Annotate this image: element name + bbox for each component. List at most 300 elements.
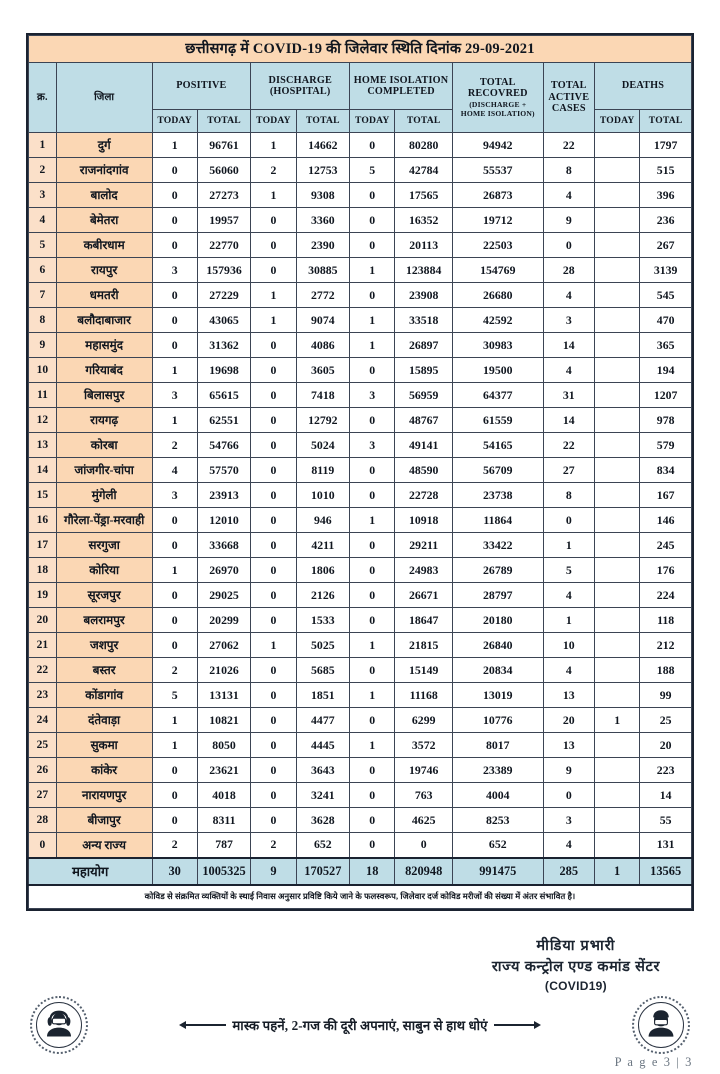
row-cell: 0 [350,483,395,508]
table-row [29,458,692,483]
row-cell: 0 [350,458,395,483]
row-cell: 0 [251,433,296,458]
table-row [29,433,692,458]
row-cell: 0 [152,333,197,358]
row-cell: 3 [543,308,594,333]
row-cell: 0 [251,333,296,358]
row-cell [595,233,640,258]
row-cell: 3360 [296,208,350,233]
grand-total-cell: 820948 [395,858,453,885]
grand-total-cell: 30 [152,858,197,885]
row-cell: 19698 [197,358,251,383]
row-cell: 42592 [453,308,544,333]
row-cell: 9074 [296,308,350,333]
row-cell: 0 [350,358,395,383]
row-cell: 65615 [197,383,251,408]
row-cell: 0 [152,233,197,258]
row-cell: 0 [251,733,296,758]
row-cell: 3 [152,258,197,283]
row-cell: 2 [251,833,296,858]
row-cell: 0 [251,258,296,283]
row-cell: 22503 [453,233,544,258]
row-cell: 396 [640,183,692,208]
row-cell: 0 [350,608,395,633]
col-header-deaths-today: TODAY [595,110,640,133]
row-cell: 0 [251,458,296,483]
row-district-name: मुंगेली [56,483,152,508]
row-cell: 31362 [197,333,251,358]
row-cell: 4004 [453,783,544,808]
row-cell: 20113 [395,233,453,258]
row-cell: 2 [152,433,197,458]
table-row [29,833,692,858]
row-cell: 0 [251,483,296,508]
row-cell: 0 [251,383,296,408]
row-cell: 0 [152,533,197,558]
row-cell: 94942 [453,133,544,158]
row-cell: 0 [350,708,395,733]
row-cell: 8311 [197,808,251,833]
row-cell: 470 [640,308,692,333]
row-cell: 29025 [197,583,251,608]
grand-total-cell: 170527 [296,858,350,885]
col-header-home-isolation [350,63,453,110]
row-cell: 1 [251,633,296,658]
row-cell: 0 [152,283,197,308]
row-cell [595,358,640,383]
page-footer [0,935,720,1074]
row-cell: 31 [543,383,594,408]
row-cell: 1 [251,308,296,333]
row-district-name: कोरिया [56,558,152,583]
row-cell: 0 [251,608,296,633]
table-row [29,708,692,733]
row-cell [595,633,640,658]
row-cell: 167 [640,483,692,508]
table-row [29,258,692,283]
grand-total-cell: 13565 [640,858,692,885]
table-row [29,483,692,508]
row-cell: 118 [640,608,692,633]
row-cell: 9 [543,758,594,783]
row-cell: 0 [350,808,395,833]
table-row [29,683,692,708]
row-cell: 0 [350,133,395,158]
row-cell: 0 [350,183,395,208]
row-cell: 0 [251,758,296,783]
col-header-discharge-line1: DISCHARGE [268,74,332,86]
row-cell: 0 [152,183,197,208]
row-district-name: जशपुर [56,633,152,658]
row-district-name: कबीरधाम [56,233,152,258]
row-cell: 14662 [296,133,350,158]
row-cell: 1851 [296,683,350,708]
row-cell: 56959 [395,383,453,408]
col-header-positive-total: TOTAL [197,110,251,133]
table-row [29,283,692,308]
row-cell: 26873 [453,183,544,208]
table-row [29,158,692,183]
row-cell: 3643 [296,758,350,783]
row-district-name: रायपुर [56,258,152,283]
row-serial: 23 [29,683,57,708]
row-cell: 3241 [296,783,350,808]
row-cell: 2 [251,158,296,183]
row-cell [595,733,640,758]
row-cell: 0 [152,158,197,183]
row-cell: 224 [640,583,692,608]
row-cell: 13 [543,733,594,758]
row-cell: 3 [543,808,594,833]
row-cell: 3 [350,433,395,458]
table-row [29,308,692,333]
row-cell: 0 [350,758,395,783]
row-cell: 11864 [453,508,544,533]
row-cell: 946 [296,508,350,533]
row-serial: 25 [29,733,57,758]
row-cell: 365 [640,333,692,358]
row-serial: 16 [29,508,57,533]
row-cell: 4 [543,833,594,858]
row-serial: 9 [29,333,57,358]
table-row [29,533,692,558]
awareness-slogan-row [30,995,690,1055]
row-serial: 5 [29,233,57,258]
row-district-name: बेमेतरा [56,208,152,233]
row-cell [595,558,640,583]
row-cell: 12792 [296,408,350,433]
row-cell: 0 [350,833,395,858]
table-row [29,183,692,208]
row-cell: 1533 [296,608,350,633]
table-row [29,333,692,358]
row-cell: 28797 [453,583,544,608]
row-cell: 763 [395,783,453,808]
masked-man-icon-inner [638,1002,684,1048]
row-cell: 28 [543,258,594,283]
row-district-name: अन्य राज्य [56,833,152,858]
row-cell [595,483,640,508]
header-group-row [29,63,692,110]
grand-total-cell: 9 [251,858,296,885]
col-header-recovered-note1: (DISCHARGE + [469,99,527,109]
slogan-text: मास्क पहनें, 2-गज की दूरी अपनाएं, साबुन से हाथ धोएं [232,1018,488,1033]
row-cell: 8 [543,158,594,183]
row-district-name: सुकमा [56,733,152,758]
table-row [29,358,692,383]
row-district-name: कांकेर [56,758,152,783]
row-cell: 49141 [395,433,453,458]
row-serial: 8 [29,308,57,333]
row-cell: 8119 [296,458,350,483]
row-cell: 20 [543,708,594,733]
row-cell: 12753 [296,158,350,183]
col-header-discharge [251,63,350,110]
row-cell: 23389 [453,758,544,783]
row-cell: 3605 [296,358,350,383]
row-cell: 42784 [395,158,453,183]
row-cell: 3628 [296,808,350,833]
row-cell: 1 [350,508,395,533]
row-cell [595,408,640,433]
row-cell [595,583,640,608]
table-row [29,408,692,433]
row-cell: 1 [350,633,395,658]
row-cell: 4018 [197,783,251,808]
row-cell: 0 [350,233,395,258]
row-cell: 3139 [640,258,692,283]
row-cell [595,133,640,158]
arrow-left-icon [179,1021,226,1029]
row-serial: 21 [29,633,57,658]
row-cell: 3 [350,383,395,408]
row-cell: 1010 [296,483,350,508]
row-cell: 33422 [453,533,544,558]
row-district-name: नारायणपुर [56,783,152,808]
row-cell: 0 [251,358,296,383]
row-cell: 4 [543,283,594,308]
grand-total-label: महायोग [29,858,153,885]
row-cell: 13019 [453,683,544,708]
row-cell: 0 [395,833,453,858]
col-header-recovered-line1: TOTAL [479,76,516,88]
row-cell: 0 [543,233,594,258]
row-cell: 16352 [395,208,453,233]
slogan-middle [88,1016,632,1034]
row-cell: 30885 [296,258,350,283]
row-cell: 20299 [197,608,251,633]
row-cell: 4211 [296,533,350,558]
row-cell: 23738 [453,483,544,508]
row-serial: 19 [29,583,57,608]
row-cell: 13131 [197,683,251,708]
col-header-positive: POSITIVE [152,63,251,110]
row-cell: 1 [251,283,296,308]
row-cell: 0 [350,783,395,808]
row-cell: 1 [152,733,197,758]
col-header-home-isolation-today: TODAY [350,110,395,133]
row-cell: 61559 [453,408,544,433]
row-cell: 2126 [296,583,350,608]
col-header-deaths-total: TOTAL [640,110,692,133]
row-cell: 5 [350,158,395,183]
table-header [29,36,692,133]
row-cell: 146 [640,508,692,533]
row-cell: 1806 [296,558,350,583]
row-cell: 26680 [453,283,544,308]
row-cell: 0 [251,783,296,808]
col-header-recovered-note2: HOME ISOLATION) [460,108,535,118]
row-cell: 62551 [197,408,251,433]
row-cell: 5685 [296,658,350,683]
row-district-name: बलौदाबाजार [56,308,152,333]
row-cell: 10821 [197,708,251,733]
row-cell: 26970 [197,558,251,583]
row-serial: 27 [29,783,57,808]
row-district-name: बलरामपुर [56,608,152,633]
row-cell: 99 [640,683,692,708]
row-cell [595,533,640,558]
row-cell: 4 [152,458,197,483]
row-cell: 25 [640,708,692,733]
row-cell: 1 [350,333,395,358]
col-header-total-recovered [453,63,544,133]
row-cell: 4445 [296,733,350,758]
row-district-name: कोरबा [56,433,152,458]
row-cell: 30983 [453,333,544,358]
row-cell: 33518 [395,308,453,333]
row-district-name: गरियाबंद [56,358,152,383]
table-row [29,808,692,833]
row-cell: 7418 [296,383,350,408]
row-cell: 0 [251,508,296,533]
row-cell: 54766 [197,433,251,458]
row-cell: 6299 [395,708,453,733]
row-cell: 56060 [197,158,251,183]
row-cell: 2390 [296,233,350,258]
row-serial: 11 [29,383,57,408]
row-cell: 545 [640,283,692,308]
row-serial: 22 [29,658,57,683]
row-district-name: बीजापुर [56,808,152,833]
row-cell: 18647 [395,608,453,633]
col-header-discharge-line2: (HOSPITAL) [269,86,331,97]
table-row [29,558,692,583]
table-row [29,783,692,808]
col-header-home-isolation-total: TOTAL [395,110,453,133]
row-cell: 4 [543,358,594,383]
table-row [29,583,692,608]
grand-total-cell: 18 [350,858,395,885]
row-cell: 1 [152,358,197,383]
row-serial: 1 [29,133,57,158]
row-cell: 0 [350,583,395,608]
row-cell: 579 [640,433,692,458]
row-cell [595,383,640,408]
page-title: छत्तीसगढ़ में COVID-19 की जिलेवार स्थिति दिनांक 29-09-2021 [29,36,692,63]
row-cell: 15895 [395,358,453,383]
row-cell [595,333,640,358]
row-cell: 14 [543,408,594,433]
row-cell: 131 [640,833,692,858]
row-cell: 188 [640,658,692,683]
row-cell: 4625 [395,808,453,833]
table-row [29,758,692,783]
col-header-deaths: DEATHS [595,63,692,110]
row-cell: 0 [152,508,197,533]
row-cell: 64377 [453,383,544,408]
row-cell: 0 [350,533,395,558]
row-cell [595,508,640,533]
row-cell: 17565 [395,183,453,208]
row-cell: 1 [152,133,197,158]
table-body [29,133,692,858]
row-cell: 26840 [453,633,544,658]
row-cell [595,808,640,833]
row-cell: 0 [350,558,395,583]
col-header-active-line3: CASES [551,103,586,115]
row-cell: 27273 [197,183,251,208]
row-cell: 8017 [453,733,544,758]
row-cell: 515 [640,158,692,183]
row-cell: 8253 [453,808,544,833]
covid-status-table-frame [26,33,694,911]
grand-total-cell: 1005325 [197,858,251,885]
row-cell: 0 [152,608,197,633]
row-cell: 33668 [197,533,251,558]
row-district-name: कोंडागांव [56,683,152,708]
row-cell: 55 [640,808,692,833]
row-cell: 10918 [395,508,453,533]
media-incharge-block [492,937,660,994]
row-cell: 20 [640,733,692,758]
row-cell: 8050 [197,733,251,758]
row-serial: 2 [29,158,57,183]
row-district-name: रायगढ़ [56,408,152,433]
row-cell [595,158,640,183]
col-header-home-isolation-line1: HOME ISOLATION [353,74,449,86]
row-serial: 18 [29,558,57,583]
row-cell: 3 [152,483,197,508]
row-serial: 20 [29,608,57,633]
row-cell: 123884 [395,258,453,283]
row-serial: 12 [29,408,57,433]
row-cell: 4086 [296,333,350,358]
row-district-name: बस्तर [56,658,152,683]
grand-total-cell: 991475 [453,858,544,885]
row-cell: 26789 [453,558,544,583]
row-serial: 15 [29,483,57,508]
row-cell: 20180 [453,608,544,633]
row-cell [595,758,640,783]
col-header-positive-today: TODAY [152,110,197,133]
row-cell: 0 [350,208,395,233]
row-cell: 9 [543,208,594,233]
row-cell: 48767 [395,408,453,433]
row-cell: 834 [640,458,692,483]
row-cell: 0 [251,708,296,733]
row-cell: 10 [543,633,594,658]
row-cell [595,208,640,233]
row-cell: 1 [350,258,395,283]
row-cell: 3572 [395,733,453,758]
row-district-name: बिलासपुर [56,383,152,408]
row-cell: 0 [152,308,197,333]
row-cell: 57570 [197,458,251,483]
table-row [29,208,692,233]
row-cell: 20834 [453,658,544,683]
row-cell: 154769 [453,258,544,283]
row-cell [595,433,640,458]
table-row [29,633,692,658]
row-cell: 4 [543,658,594,683]
col-header-home-isolation-line2: COMPLETED [367,86,435,97]
row-cell: 2 [152,658,197,683]
table-row [29,383,692,408]
col-header-serial: क्र. [29,63,57,133]
table-note-row [29,885,692,909]
row-cell: 55537 [453,158,544,183]
row-cell: 4477 [296,708,350,733]
row-cell: 19712 [453,208,544,233]
row-cell: 5025 [296,633,350,658]
row-cell [595,183,640,208]
row-cell: 245 [640,533,692,558]
row-cell: 5 [543,558,594,583]
row-cell: 652 [296,833,350,858]
col-header-total-active-cases [543,63,594,133]
row-district-name: गौरेला-पेंड्रा-मरवाही [56,508,152,533]
